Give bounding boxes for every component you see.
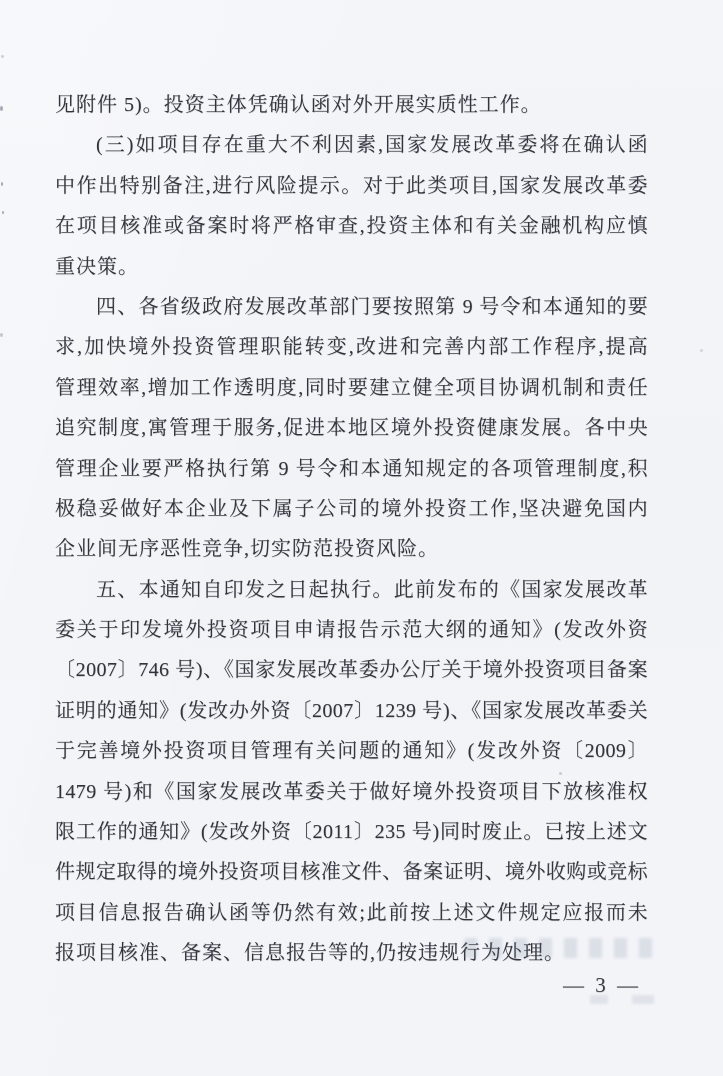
text-line: 证明的通知》(发改办外资〔2007〕1239 号)、《国家发展改革委关 [55, 699, 648, 722]
text-line: 项目信息报告确认函等仍然有效;此前按上述文件规定应报而未 [55, 901, 648, 924]
text-line: 1479 号)和《国家发展改革委关于做好境外投资项目下放核准权 [55, 780, 648, 803]
scan-edge-speck [1, 182, 3, 186]
text-line: 极稳妥做好本企业及下属子公司的境外投资工作,坚决避免国内 [55, 497, 648, 520]
text-line: 重决策。 [55, 255, 139, 278]
scan-edge-speck [0, 106, 3, 111]
text-line: 〔2007〕746 号)、《国家发展改革委办公厅关于境外投资项目备案 [55, 659, 648, 682]
text-line: (三)如项目存在重大不利因素,国家发展改革委将在确认函 [96, 134, 648, 157]
document-body [55, 85, 648, 974]
scan-edge-speck [2, 211, 4, 214]
text-line: 中作出特别备注,进行风险提示。对于此类项目,国家发展改革委 [55, 174, 648, 197]
scan-dust-speck [559, 772, 562, 775]
paragraph [55, 85, 648, 125]
text-line: 企业间无序恶性竞争,切实防范投资风险。 [55, 538, 439, 561]
text-line: 五、本通知自印发之日起执行。此前发布的《国家发展改革 [96, 578, 648, 601]
paragraph [55, 287, 648, 570]
ink-bleedthrough-artifact [590, 995, 654, 1004]
text-line: 见附件 5)。投资主体凭确认函对外开展实质性工作。 [55, 94, 542, 116]
paragraph [55, 125, 648, 287]
ink-bleedthrough-artifact [464, 938, 664, 958]
text-line: 件规定取得的境外投资项目核准文件、备案证明、境外收购或竞标 [55, 861, 648, 884]
scan-dust-speck [700, 349, 703, 352]
text-line: 追究制度,寓管理于服务,促进本地区境外投资健康发展。各中央 [55, 417, 648, 440]
text-line: 在项目核准或备案时将严格审查,投资主体和有关金融机构应慎 [55, 215, 648, 238]
page-number: — 3 — [563, 973, 641, 997]
text-line: 管理效率,增加工作透明度,同时要建立健全项目协调机制和责任 [55, 376, 648, 399]
scan-edge-speck [0, 333, 3, 337]
text-line: 于完善境外投资项目管理有关问题的通知》(发改外资〔2009〕 [55, 740, 648, 763]
text-line: 管理企业要严格执行第 9 号令和本通知规定的各项管理制度,积 [55, 457, 648, 480]
scan-edge-speck [1, 55, 4, 58]
text-line: 限工作的通知》(发改外资〔2011〕235 号)同时废止。已按上述文 [55, 821, 648, 844]
text-line: 委关于印发境外投资项目申请报告示范大纲的通知》(发改外资 [55, 619, 648, 642]
text-line: 求,加快境外投资管理职能转变,改进和完善内部工作程序,提高 [55, 336, 648, 359]
text-line: 报项目核准、备案、信息报告等的,仍按违规行为处理。 [55, 942, 565, 965]
text-line: 四、各省级政府发展改革部门要按照第 9 号令和本通知的要 [96, 295, 648, 318]
